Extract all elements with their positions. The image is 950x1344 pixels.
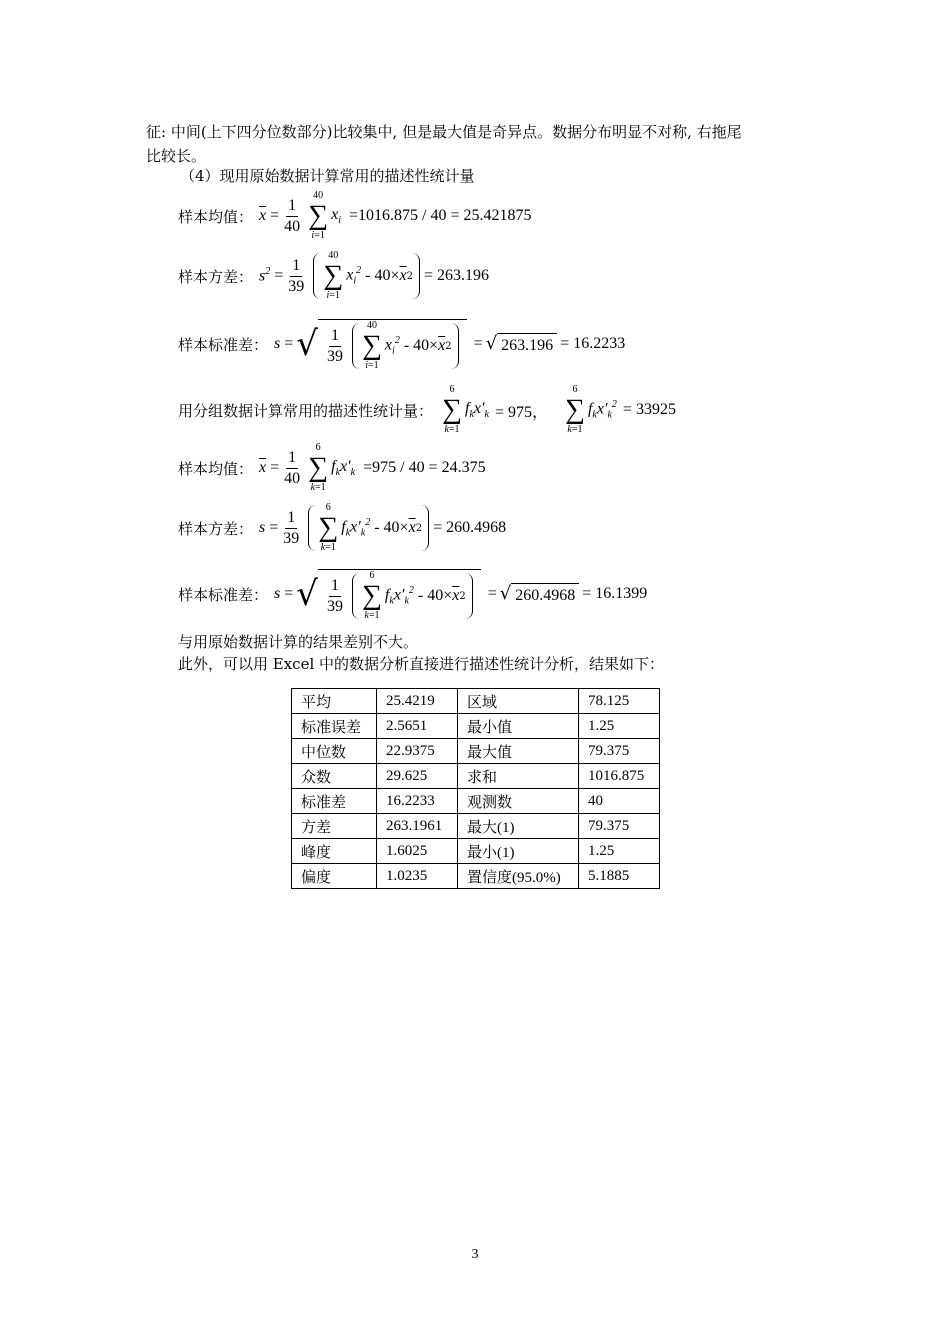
- stat-value-cell: 29.625: [377, 764, 458, 789]
- table-row: [292, 839, 660, 864]
- stat-name-cell: 中位数: [292, 739, 377, 764]
- sqrt-symbol: √ $\frac{1}{39}$ 40 ∑ i=1 $x_i^2$ - 40× $\overline{x}$ 2: [296, 319, 466, 369]
- stat-value-cell: 78.125: [579, 689, 660, 714]
- raw-sd-result: = 16.2233: [560, 335, 626, 352]
- raw-mean-result: =1016.875 / 40 = 25.421875: [349, 207, 532, 224]
- stat-name-cell: 众数: [292, 764, 377, 789]
- section-4-heading: （4）现用原始数据计算常用的描述性统计量: [180, 167, 475, 185]
- grouped-mean-formula: 样本均值： $\overline{x}$ = $\frac{1}{40}$ 6 ∑ k=1 $f_kx'_k$ =975 / 40 = 24.375: [178, 442, 486, 493]
- stat-name-cell: 最大(1): [458, 814, 579, 839]
- sum-symbol: 40 ∑ i=1: [308, 190, 329, 241]
- stat-value-cell: 25.4219: [377, 689, 458, 714]
- stat-name-cell: 偏度: [292, 864, 377, 889]
- grouped-intro-line: 用分组数据计算常用的描述性统计量： 6 ∑ k=1 $f_kx'_k$ = 975， 6 ∑ k=1 $f_kx'_k^2$ = 33925: [178, 384, 676, 435]
- stat-value-cell: 2.5651: [377, 714, 458, 739]
- grouped-variance-formula: 样本方差： s = $\frac{1}{39}$ 6 ∑ k=1 $f_kx'_k^2$ - 40× $\overline{x}$ 2 = 260.4968: [178, 502, 507, 553]
- table-row: [292, 714, 660, 739]
- stat-name-cell: 峰度: [292, 839, 377, 864]
- table-row: [292, 789, 660, 814]
- stat-value-cell: 1.6025: [377, 839, 458, 864]
- intro-paragraph: [146, 120, 826, 168]
- stat-value-cell: 22.9375: [377, 739, 458, 764]
- stat-name-cell: 最小值: [458, 714, 579, 739]
- table-row: [292, 864, 660, 889]
- raw-variance-formula: 样本方差： $s^2$ = $\frac{1}{39}$ 40 ∑ i=1 $x_i^2$ - 40× $\overline{x}$ 2 = 263.196: [178, 250, 490, 301]
- raw-mean-formula: 样本均值： $\overline{x}$ = $\frac{1}{40}$ 40 ∑ i=1 $x_i$ =1016.875 / 40 = 25.421875: [178, 190, 532, 241]
- raw-sd-formula: 样本标准差： s = √ $\frac{1}{39}$ 40 ∑ i=1 $x_i^2$ - 40× $\overline{x}$ 2 = √ 263.196 = 16.2233: [178, 320, 626, 371]
- stat-name-cell: 方差: [292, 814, 377, 839]
- raw-var-result: = 263.196: [423, 267, 490, 284]
- grouped-var-label: 样本方差：: [178, 519, 254, 538]
- raw-sd-label: 样本标准差：: [178, 335, 269, 354]
- grouped-mean-result: =975 / 40 = 24.375: [363, 459, 486, 476]
- stat-name-cell: 最大值: [458, 739, 579, 764]
- stat-value-cell: 1016.875: [579, 764, 660, 789]
- stats-table-body: [292, 689, 660, 889]
- stat-value-cell: 263.1961: [377, 814, 458, 839]
- stat-name-cell: 观测数: [458, 789, 579, 814]
- grouped-sum1-result: = 975，: [494, 403, 548, 421]
- stat-value-cell: 1.25: [579, 839, 660, 864]
- descriptive-stats-table: [291, 688, 660, 889]
- grouped-mean-label: 样本均值：: [178, 459, 254, 478]
- stat-value-cell: 1.0235: [377, 864, 458, 889]
- grouped-sum2-result: = 33925: [622, 401, 676, 418]
- table-row: [292, 764, 660, 789]
- grouped-var-result: = 260.4968: [433, 519, 507, 536]
- grouped-sd-sqrt-value: 260.4968: [511, 583, 579, 605]
- stat-value-cell: 40: [579, 789, 660, 814]
- stat-value-cell: 1.25: [579, 714, 660, 739]
- page-number: 3: [471, 1247, 479, 1262]
- grouped-sd-formula: 样本标准差： s = √ $\frac{1}{39}$ 6 ∑ k=1 $f_kx'_k^2$ - 40× $\overline{x}$ 2 = √ 260.4968 = 16.1399: [178, 570, 648, 621]
- stat-value-cell: 16.2233: [377, 789, 458, 814]
- raw-sd-sqrt-value: 263.196: [497, 333, 557, 355]
- intro-line-2: 比较长。: [146, 147, 207, 165]
- stat-name-cell: 置信度(95.0%): [458, 864, 579, 889]
- excel-note-text: 此外，可以用 Excel 中的数据分析直接进行描述性统计分析，结果如下：: [178, 655, 665, 673]
- conclusion-text: 与用原始数据计算的结果差别不大。: [178, 633, 419, 651]
- grouped-sd-label: 样本标准差：: [178, 585, 269, 604]
- stat-name-cell: 最小(1): [458, 839, 579, 864]
- table-row: [292, 689, 660, 714]
- stat-value-cell: 79.375: [579, 814, 660, 839]
- stat-name-cell: 求和: [458, 764, 579, 789]
- table-row: [292, 739, 660, 764]
- stat-name-cell: 区域: [458, 689, 579, 714]
- stat-name-cell: 标准差: [292, 789, 377, 814]
- intro-line-1: 征: 中间(上下四分位数部分)比较集中, 但是最大值是奇异点。数据分布明显不对称, 右拖尾: [146, 123, 742, 141]
- grouped-sd-result: = 16.1399: [582, 585, 648, 602]
- stat-value-cell: 5.1885: [579, 864, 660, 889]
- stat-name-cell: 标准误差: [292, 714, 377, 739]
- table-row: [292, 814, 660, 839]
- stat-value-cell: 79.375: [579, 739, 660, 764]
- stat-name-cell: 平均: [292, 689, 377, 714]
- grouped-intro-label: 用分组数据计算常用的描述性统计量：: [178, 401, 434, 420]
- raw-var-label: 样本方差：: [178, 267, 254, 286]
- raw-mean-label: 样本均值：: [178, 207, 254, 226]
